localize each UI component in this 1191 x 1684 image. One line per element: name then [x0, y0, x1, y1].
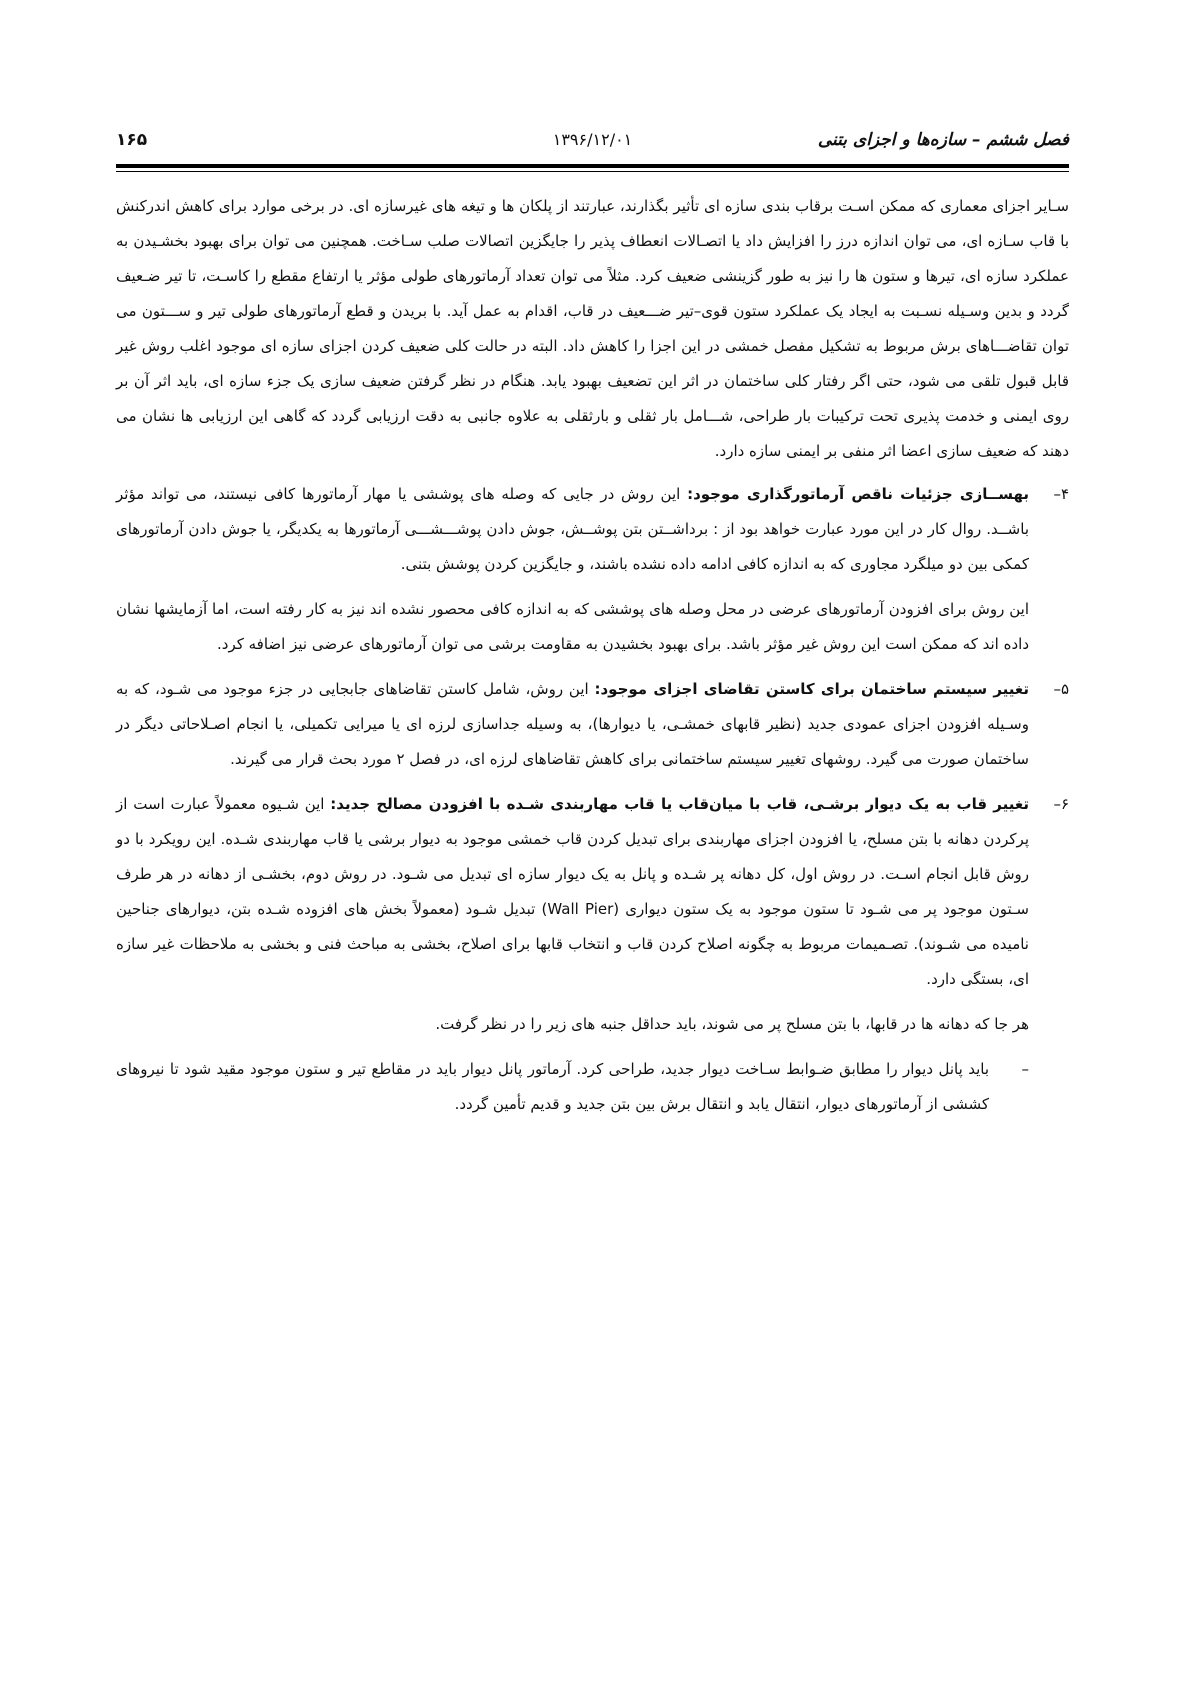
item4-followup-paragraph: این روش برای افزودن آرماتورهای عرضی در محل وصله های پوششی که به اندازه کافی محصور نشده اند نیز به کار رفته است، اما آزمایشها نشان داده اند که ممکن است این روش غیر مؤثر باشد. برای بهبود بخشیدن به مقاومت برشی می توان آرماتورهای عرضی نیز اضافه کرد.: [116, 600, 1029, 653]
list-item-heading: بهســازی جزئیات ناقص آرماتورگذاری موجود:: [687, 485, 1029, 503]
list-item-text: این روش، شامل کاستن تقاضاهای جابجایی در جزء موجود می شـود، که به وسـیله افزودن اجزای عمودی جدید (نظیر قابهای خمشـی، یا دیوارها)، به وسیله جداسازی لرزه ای یا میرایی تکمیلی، یا انجام اصـلاحاتی دیگر در ساختمان صورت می گیرد. روشهای تغییر سیستم ساختمانی برای کاهش تقاضاهای لرزه ای، در فصل ۲ مورد بحث قرار می گیرند.: [116, 680, 1029, 768]
list-item-6: [116, 787, 1069, 997]
list-item-5: [116, 672, 1069, 777]
list-item-body: [116, 672, 1029, 777]
list-item-4: [116, 477, 1069, 582]
intro-paragraph: سـایر اجزای معماری که ممکن اسـت برقاب بندی سازه ای تأثیر بگذارند، عبارتند از پلکان ها و تیغه های غیرسازه ای. در برخی موارد برای کاهش اندرکنش با قاب سـازه ای، می توان اندازه درز را افزایش داد یا اتصـالات انعطاف پذیر را جایگزین اتصالات صلب سـاخت. همچنین می توان برای بهبود بخشـیدن به عملکرد سازه ای، تیرها و ستون ها را نیز به طور گزینشی ضعیف کرد. مثلاً می توان تعداد آرماتورهای طولی مؤثر یا ارتفاع مقطع را کاسـت، تا تیر ضـعیف گردد و بدین وسـیله نسـبت به ایجاد یک عملکرد ستون قوی–تیر ضـــعیف در قاب، اقدام به عمل آید. با بریدن و قطع آرماتورهای طولی تیر و ســـتون می توان تقاضـــاهای برش مربوط به تشکیل مفصل خمشی در این اجزا را کاهش داد. البته در حالت کلی ضعیف کردن اجزای سازه ای موجود اغلب روش غیر قابل قبول تلقی می شود، حتی اگر رفتار کلی ساختمان در اثر این تضعیف بهبود یابد. هنگام در نظر گرفتن ضعیف سازی یک جزء سازه ای، باید اثر آن بر روی ایمنی و خدمت پذیری تحت ترکیبات بار طراحی، شـــامل بار ثقلی و بارثقلی به علاوه جانبی به دقت ارزیابی گردد که گاهی این ارزیابی ها نشان می دهند که ضعیف سازی اعضا اثر منفی بر ایمنی سازه دارد.: [116, 197, 1069, 460]
header-rule-thin: [116, 171, 1069, 172]
page-body: [116, 189, 1069, 1122]
header-rule-thick: [116, 164, 1069, 168]
item6-followup-paragraph: هر جا که دهانه ها در قابها، با بتن مسلح پر می شوند، باید حداقل جنبه های زیر را در نظر گرفت.: [435, 1015, 1029, 1033]
list-item-text: این روش در جایی که وصله های پوششی یا مهار آرماتورها کافی نیستند، می تواند مؤثر باشــد. روال کار در این مورد عبارت خواهد بود از : برداشــتن بتن پوشــش، جوش دادن پوشـــشـــی آرماتورها به یکدیگر، یا جوش دادن آرماتورهای کمکی بین دو میلگرد مجاوری که به اندازه کافی ادامه داده نشده باشند، و جایگزین کردن پوشش بتنی.: [116, 485, 1029, 573]
dash-bullet: –: [1021, 1060, 1029, 1078]
page-header: [116, 128, 1069, 158]
list-item-number: ۴–: [1053, 485, 1069, 503]
chapter-title: فصل ششم – سازه‌ها و اجزای بتنی: [817, 130, 1069, 150]
list-item-body: [116, 787, 1029, 997]
list-item-heading: تغییر قاب به یک دیوار برشـی، قاب با میان‌قاب یا قاب مهاربندی شـده با افزودن مصالح جدید:: [330, 795, 1029, 813]
page-number: ۱۶۵: [116, 130, 148, 150]
header-date: ۱۳۹۶/۱۲/۰۱: [552, 130, 633, 149]
dash-list-item: [116, 1052, 1069, 1122]
list-item-number: ۶–: [1053, 795, 1069, 813]
list-item-heading: تغییر سیستم ساختمان برای کاستن تقاضای اجزای موجود:: [594, 680, 1029, 698]
list-item-number: ۵–: [1053, 680, 1069, 698]
dash-item-text: باید پانل دیوار را مطابق ضـوابط سـاخت دیوار جدید، طراحی کرد. آرماتور پانل دیوار باید در مقاطع تیر و ستون موجود مقید شود تا نیروهای کششی از آرماتورهای دیوار، انتقال یابد و انتقال برش بین بتن جدید و قدیم تأمین گردد.: [116, 1060, 989, 1113]
list-item-text: این شـیوه معمولاً عبارت است از پرکردن دهانه با بتن مسلح، یا افزودن اجزای مهاربندی برای تبدیل کردن قاب خمشی موجود به دیوار برشی یا قاب مهاربندی شـده. این رویکرد با دو روش قابل انجام اسـت. در روش اول، کل دهانه پر شـده و پانل به یک دیوار سازه ای تبدیل می شـود. در روش دوم، بخشـی از دهانه در هر طرف سـتون موجود پر می شـود تا ستون موجود به یک ستون دیواری (Wall Pier) تبدیل شـود (معمولاً بخش های افزوده شـده بتن، دیوارهای جناحین نامیده می شـوند). تصـمیمات مربوط به چگونه اصلاح کردن قاب و انتخاب قابها برای اصلاح، بخشی به مباحث فنی و بخشی به ملاحظات غیر سازه ای، بستگی دارد.: [116, 795, 1029, 988]
list-item-body: [116, 477, 1029, 582]
